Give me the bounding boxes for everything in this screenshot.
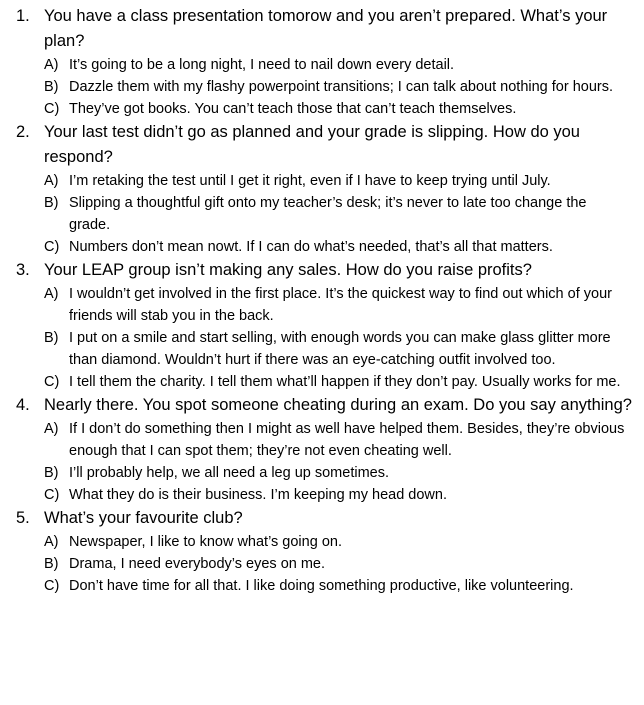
option-text: I tell them the charity. I tell them what’ll happen if they don’t pay. Usually works for me. (69, 374, 621, 390)
option-text: Don’t have time for all that. I like doing something productive, like volunteering. (69, 578, 574, 594)
question-3 (8, 258, 636, 283)
option-letter: C) (44, 239, 60, 255)
question-2 (8, 120, 636, 170)
option-3a (44, 283, 636, 327)
option-3c (44, 371, 636, 393)
option-letter: B) (44, 195, 59, 211)
option-text: Numbers don’t mean nowt. If I can do what’s needed, that’s all that matters. (69, 239, 553, 255)
question-text: You have a class presentation tomorow and you aren’t prepared. What’s your plan? (44, 7, 608, 50)
option-text: I put on a smile and start selling, with enough words you can make glass glitter more than diamond. Wouldn’t hurt if there was an eye-catching outfit involved too. (69, 330, 611, 368)
question-number: 4. (16, 396, 30, 414)
option-2c (44, 236, 636, 258)
option-2a (44, 170, 636, 192)
question-1 (8, 4, 636, 54)
option-1c (44, 98, 636, 120)
option-text: They’ve got books. You can’t teach those that can’t teach themselves. (69, 101, 517, 117)
option-letter: A) (44, 286, 59, 302)
option-letter: B) (44, 79, 59, 95)
option-letter: B) (44, 330, 59, 346)
option-letter: C) (44, 101, 60, 117)
question-number: 1. (16, 7, 30, 25)
option-4c (44, 484, 636, 506)
question-text: Your LEAP group isn’t making any sales. How do you raise profits? (44, 261, 532, 279)
question-text: What’s your favourite club? (44, 509, 243, 527)
option-4b (44, 462, 636, 484)
option-letter: C) (44, 487, 60, 503)
option-text: Dazzle them with my flashy powerpoint transitions; I can talk about nothing for hours. (69, 79, 614, 95)
option-text: I wouldn’t get involved in the first place. It’s the quickest way to find out which of your friends will stab you in the back. (69, 286, 612, 324)
option-text: What they do is their business. I’m keeping my head down. (69, 487, 447, 503)
question-number: 3. (16, 261, 30, 279)
option-text: I’m retaking the test until I get it right, even if I have to keep trying until July. (69, 173, 551, 189)
question-5 (8, 506, 636, 531)
option-text: If I don’t do something then I might as well have helped them. Besides, they’re obvious enough that I can spot them; they’re not even cheating well. (69, 421, 625, 459)
option-1a (44, 54, 636, 76)
option-letter: A) (44, 173, 59, 189)
question-text: Nearly there. You spot someone cheating during an exam. Do you say anything? (44, 396, 632, 414)
option-text: Drama, I need everybody’s eyes on me. (69, 556, 326, 572)
option-letter: A) (44, 57, 59, 73)
option-letter: C) (44, 578, 60, 594)
option-5c (44, 575, 636, 597)
question-number: 2. (16, 123, 30, 141)
question-number: 5. (16, 509, 30, 527)
option-letter: B) (44, 556, 59, 572)
option-2b (44, 192, 636, 236)
option-4a (44, 418, 636, 462)
option-5a (44, 531, 636, 553)
option-3b (44, 327, 636, 371)
option-text: It’s going to be a long night, I need to nail down every detail. (69, 57, 455, 73)
option-letter: B) (44, 465, 59, 481)
option-text: Newspaper, I like to know what’s going on. (69, 534, 342, 550)
option-letter: C) (44, 374, 60, 390)
question-text: Your last test didn’t go as planned and your grade is slipping. How do you respond? (44, 123, 580, 166)
option-text: Slipping a thoughtful gift onto my teacher’s desk; it’s never to late too change the grade. (69, 195, 587, 233)
question-4 (8, 393, 636, 418)
option-5b (44, 553, 636, 575)
option-1b (44, 76, 636, 98)
option-letter: A) (44, 421, 59, 437)
option-text: I’ll probably help, we all need a leg up sometimes. (69, 465, 389, 481)
option-letter: A) (44, 534, 59, 550)
